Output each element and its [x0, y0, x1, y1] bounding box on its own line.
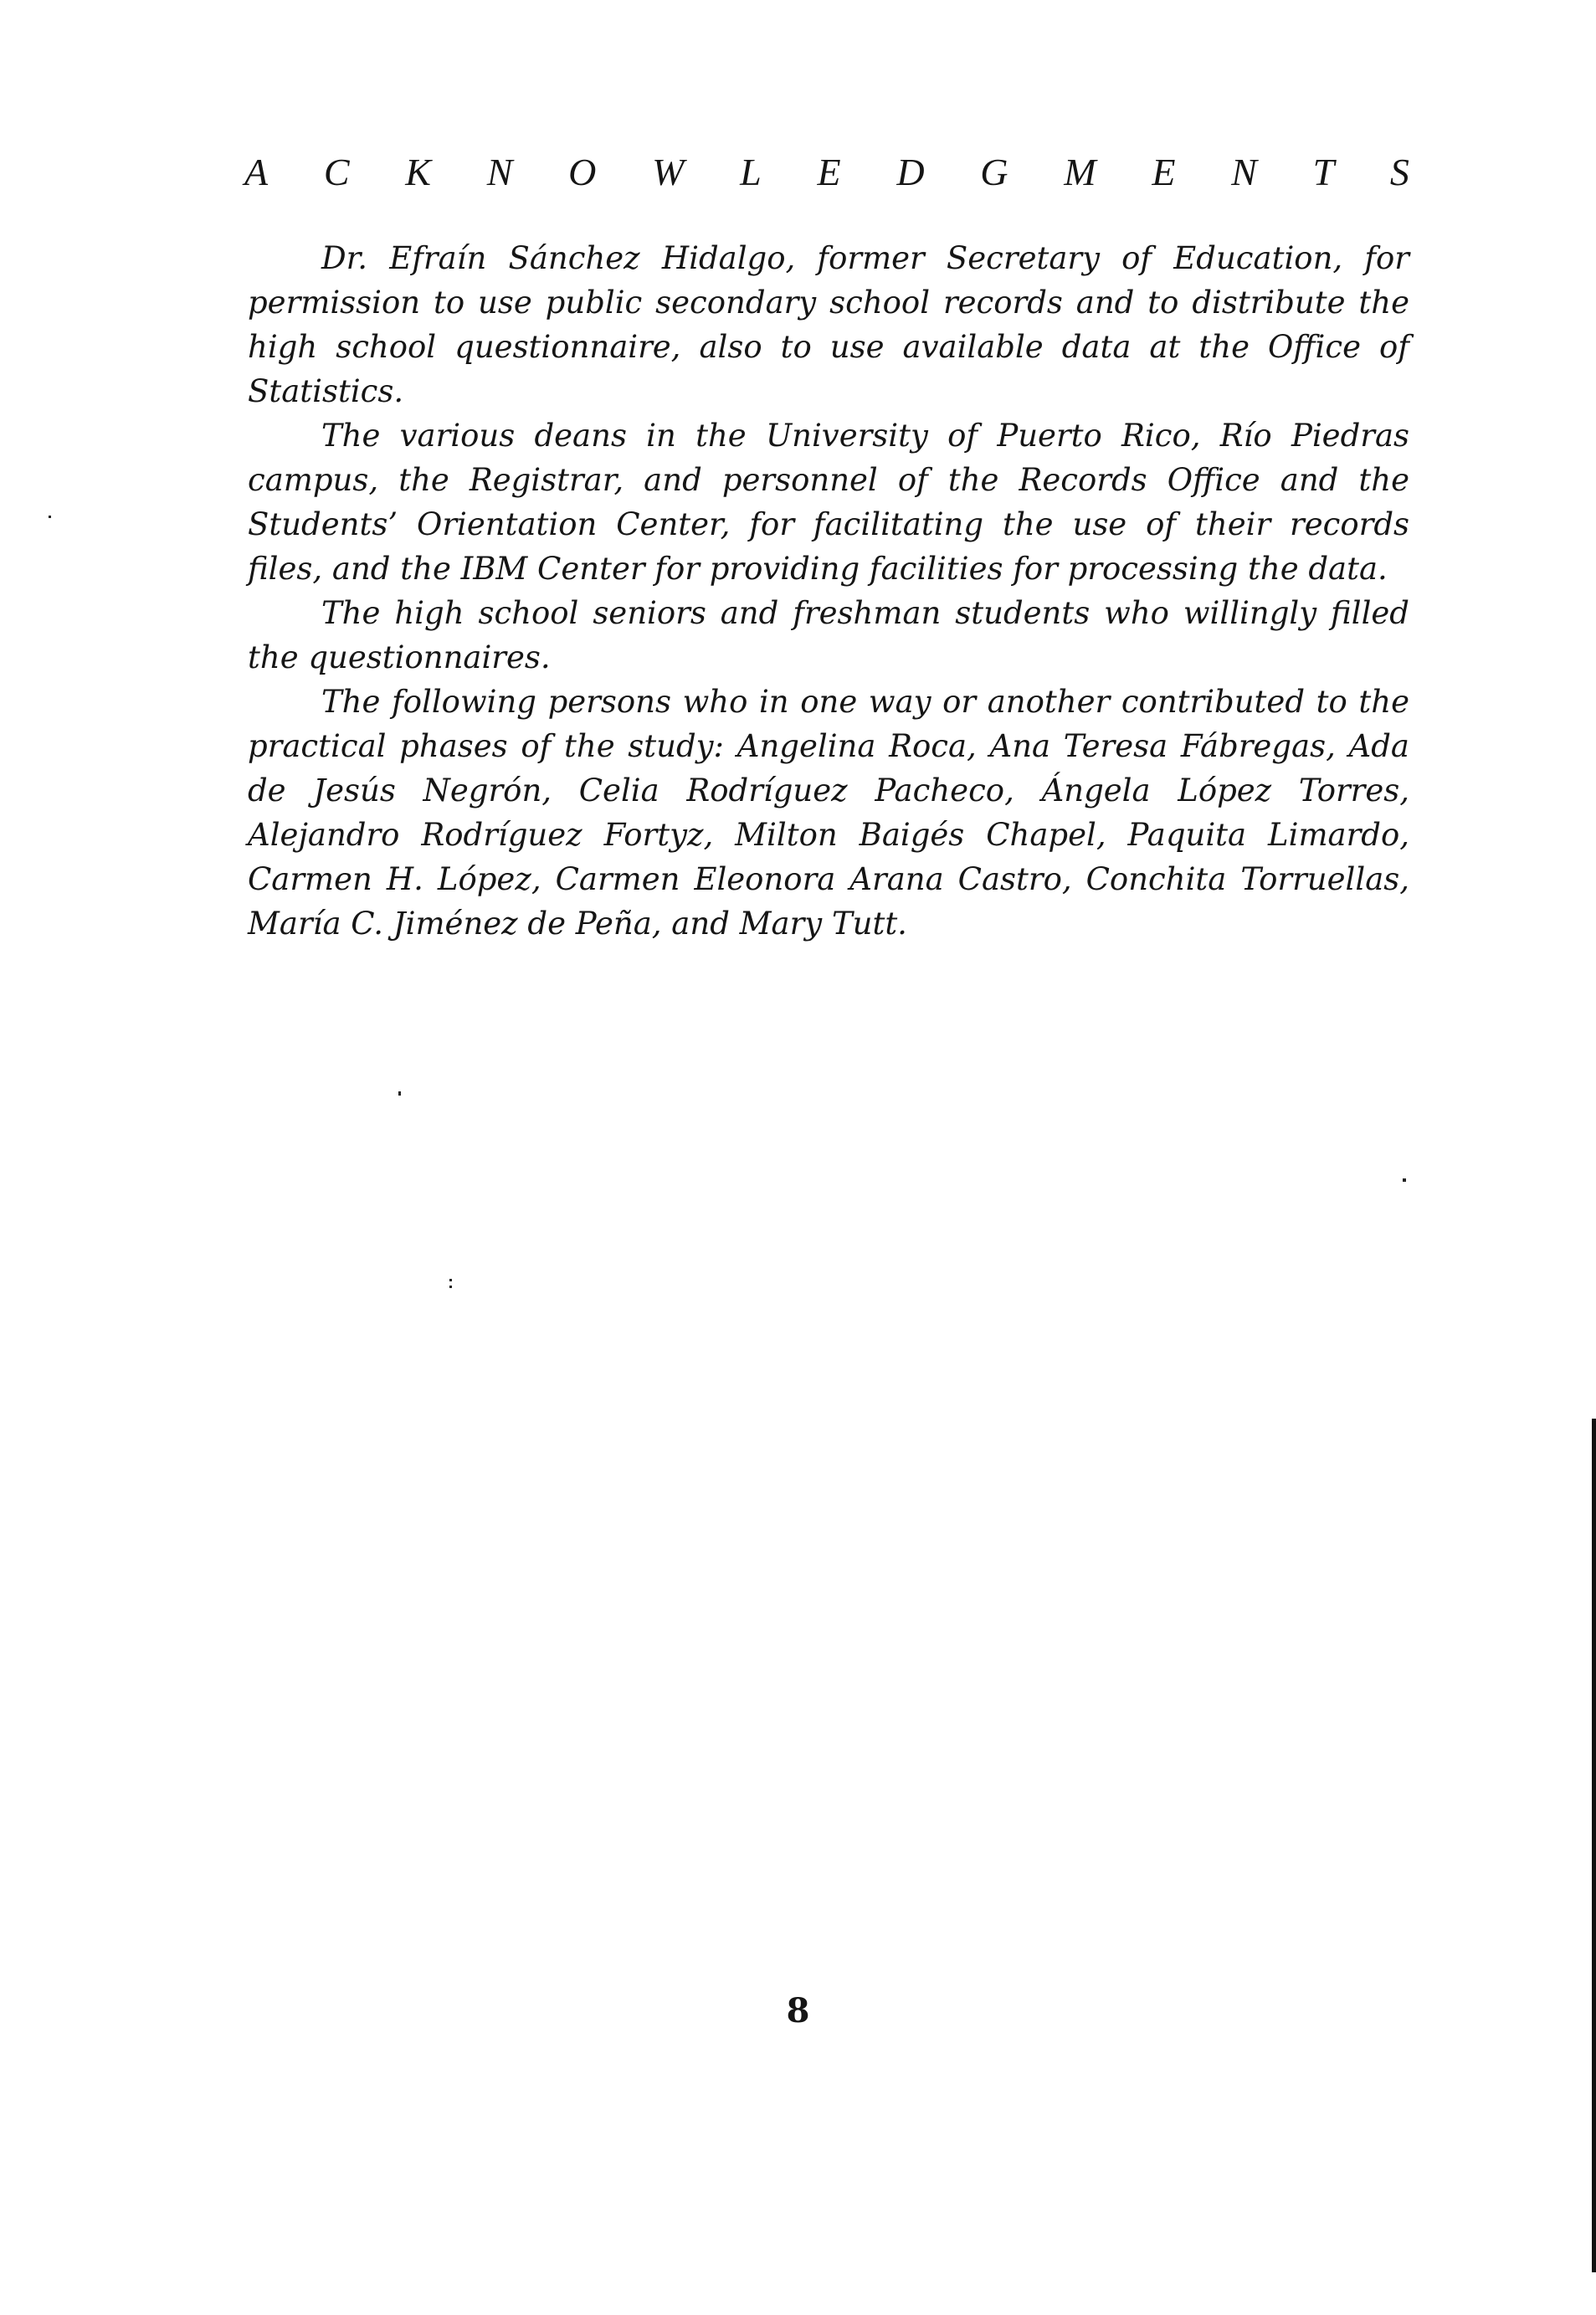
acknowledgments-body — [248, 236, 1409, 946]
heading-letter: N — [1231, 151, 1257, 193]
heading-letter: K — [405, 151, 431, 193]
heading-letter: C — [323, 151, 350, 193]
heading-letter: O — [568, 151, 597, 193]
paragraph-secretary-of-education: Dr. Efraín Sánchez Hidalgo, former Secretary of Education, for permission to use public secondary school records and to distribute the high school questionnaire, also to use available data at the Office of Statistics. — [248, 240, 1409, 409]
paragraph-students: The high school seniors and freshman students who willingly filled the questionnaires. — [248, 595, 1409, 675]
acknowledgments-heading — [244, 147, 1409, 198]
heading-letter: T — [1312, 151, 1335, 193]
heading-letter: S — [1389, 151, 1409, 193]
scan-speck — [398, 1091, 401, 1096]
page-number: 8 — [786, 1991, 810, 2030]
scan-speck — [1403, 1178, 1406, 1182]
scan-speck — [449, 1279, 452, 1281]
heading-letter: E — [1152, 151, 1176, 193]
paragraph-university-deans: The various deans in the University of Puerto Rico, Río Piedras campus, the Registrar, and personnel of the Records Office and the Students’ Orientation Center, for facilitating the use of their records files, and the IBM Center for providing facilities for processing the data. — [248, 418, 1409, 587]
heading-letter: A — [244, 151, 269, 193]
heading-letter: E — [817, 151, 841, 193]
heading-letter: D — [896, 151, 925, 193]
heading-letter: G — [980, 151, 1008, 193]
scan-edge-line — [1592, 1419, 1596, 2272]
heading-letter: M — [1064, 151, 1096, 193]
paragraph-contributors: The following persons who in one way or another contributed to the practical phases of the study: Angelina Roca, Ana Teresa Fábregas, Ada de Jesús Negrón, Celia Rodríguez Pacheco, Ángela López Torres, Alejandro Rodríguez Fortyz, Milton Baigés Chapel, Paquita Limardo, Carmen H. López, Carmen Eleonora Arana Castro, Conchita Torruellas, María C. Jiménez de Peña, and Mary Tutt. — [248, 684, 1409, 942]
scan-speck — [49, 516, 51, 518]
scan-speck — [449, 1286, 452, 1288]
heading-letter: W — [652, 151, 685, 193]
heading-letter: L — [740, 151, 762, 193]
heading-letter: N — [486, 151, 513, 193]
